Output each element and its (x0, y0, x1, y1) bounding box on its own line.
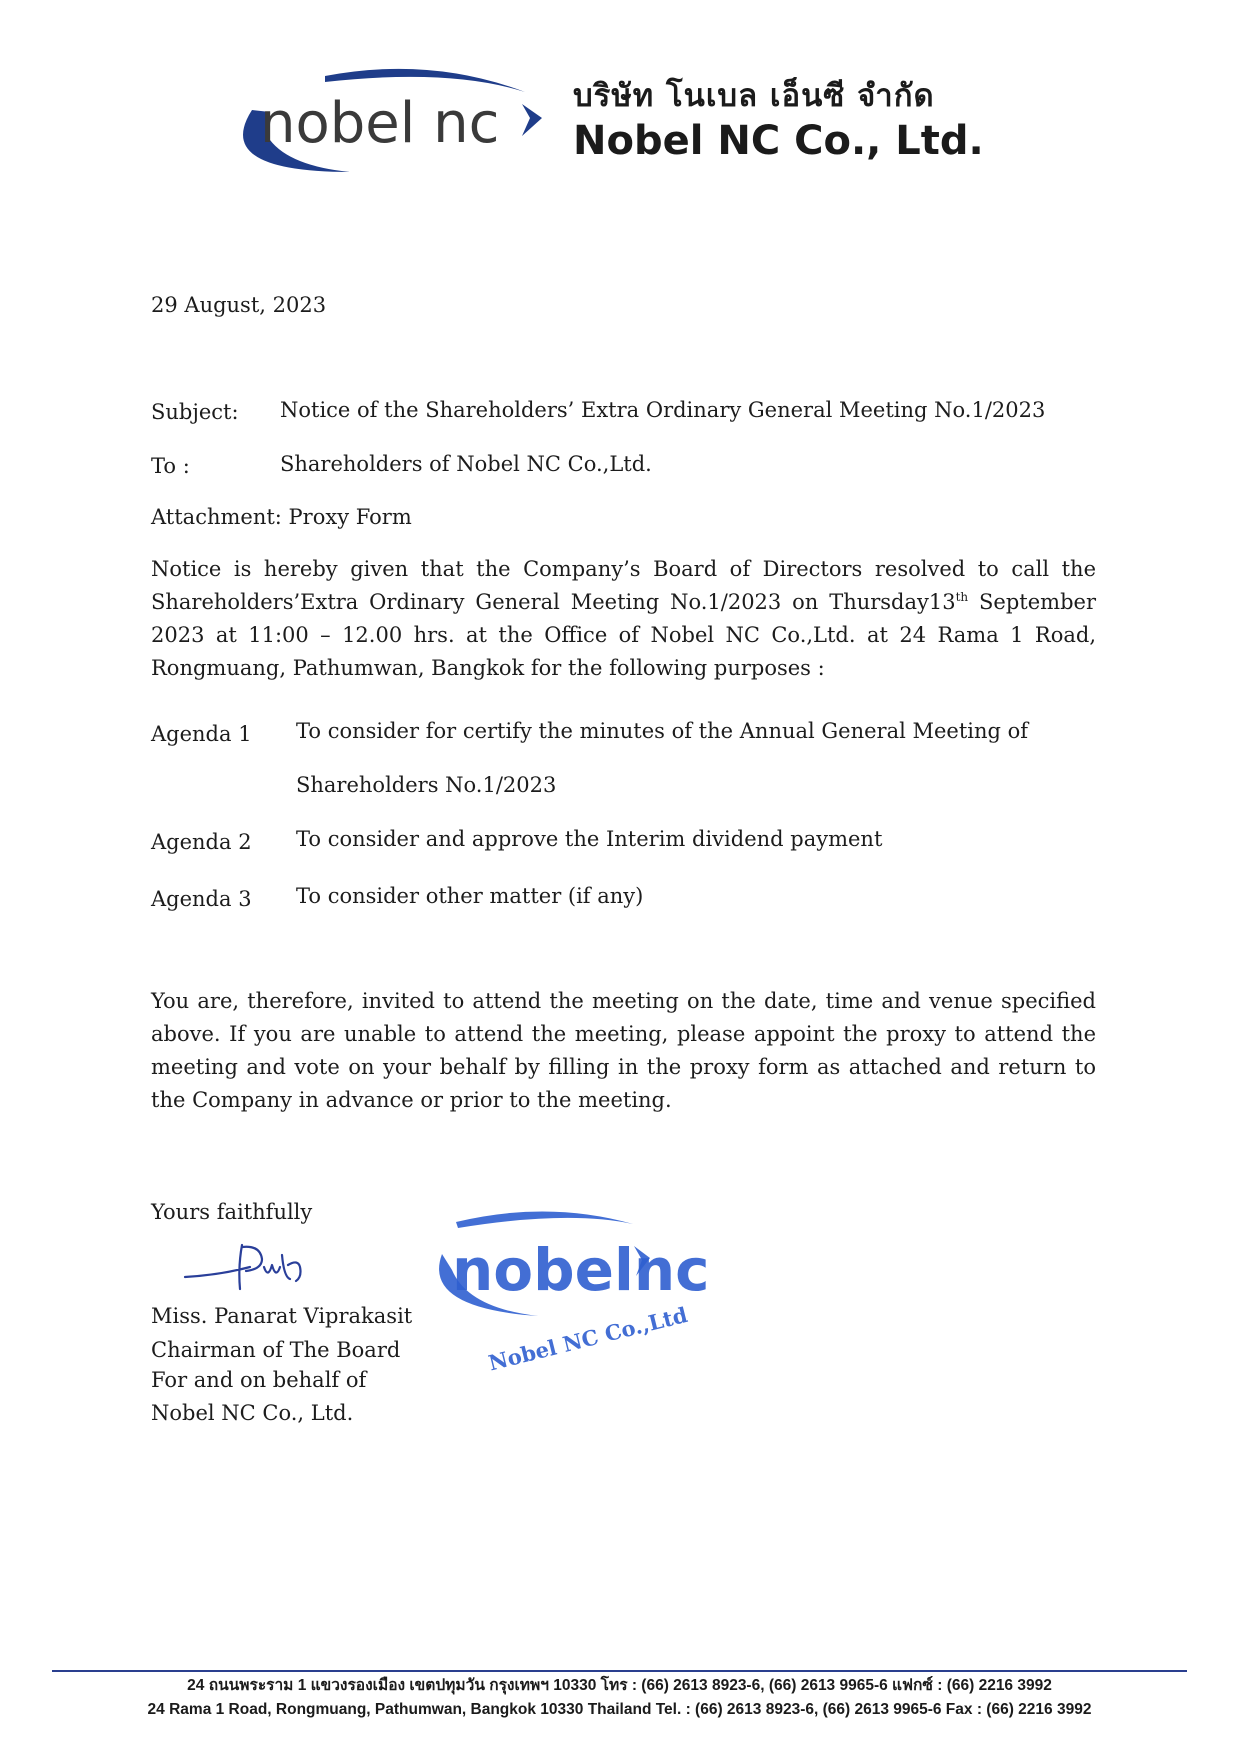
footer-divider (52, 1670, 1187, 1672)
footer-address-thai: 24 ถนนพระราม 1 แขวงรองเมือง เขตปทุมวัน กรุงเทพฯ 10330 โทร : (66) 2613 8923-6, (66) 2613 9965-6 แฟกซ์ : (66) 2216 3992 (187, 1677, 1052, 1694)
company-name-english: Nobel NC Co., Ltd. (573, 118, 984, 164)
agenda-1-label: Agenda 1 (151, 722, 252, 746)
to-text: Shareholders of Nobel NC Co.,Ltd. (280, 452, 652, 476)
company-name-block (573, 76, 984, 166)
notice-paragraph (151, 553, 1096, 685)
nobel-nc-logo (230, 62, 560, 187)
agenda-1-text: To consider for certify the minutes of the Annual General Meeting of (296, 719, 1029, 743)
attachment-line: Attachment: Proxy Form (151, 505, 412, 529)
notice-rest: September 2023 at 11:00 – 12.00 hrs. at the Office of Nobel NC Co.,Ltd. at 24 Rama 1 Road, Rongmuang, Pathumwan, Bangkok for the following purposes : (151, 590, 1096, 680)
agenda-3-text: To consider other matter (if any) (296, 884, 644, 908)
company-name-thai: บริษัท โนเบล เอ็นซี จำกัด (573, 78, 935, 114)
to-label: To : (151, 454, 190, 478)
notice-intro: Notice is hereby given that the Company’s Board of Directors resolved to call the Shareholders’Extra Ordinary General Meeting No.1/2023 on Thursday13 (151, 557, 1096, 614)
subject-text: Notice of the Shareholders’ Extra Ordinary General Meeting No.1/2023 (280, 398, 1046, 422)
svg-text:Nobel NC Co.,Ltd: Nobel NC Co.,Ltd (485, 1301, 690, 1376)
svg-text:nobelnc: nobelnc (452, 1236, 710, 1304)
signatory-title: Chairman of The Board (151, 1338, 401, 1362)
company-sign-line: Nobel NC Co., Ltd. (151, 1401, 354, 1425)
on-behalf-line: For and on behalf of (151, 1368, 367, 1392)
letter-date: 29 August, 2023 (151, 293, 327, 317)
closing-line: Yours faithfully (151, 1200, 313, 1224)
agenda-3-label: Agenda 3 (151, 887, 252, 911)
invitation-paragraph: You are, therefore, invited to attend the meeting on the date, time and venue specified above. If you are unable to attend the meeting, please appoint the proxy to attend the meeting and vote on your behalf by filling in the proxy form as attached and return to the Company in advance or prior to the meeting. (151, 989, 1096, 1112)
subject-label: Subject: (151, 400, 239, 424)
agenda-1-text-cont: Shareholders No.1/2023 (296, 773, 557, 797)
signatory-name: Miss. Panarat Viprakasit (151, 1304, 413, 1328)
handwritten-signature (180, 1237, 325, 1297)
footer-address-english: 24 Rama 1 Road, Rongmuang, Pathumwan, Bangkok 10330 Thailand Tel. : (66) 2613 8923-6, (66) 2613 9965-6 Fax : (66) 2216 3992 (147, 1701, 1092, 1718)
notice-superscript: th (955, 590, 969, 604)
company-stamp (428, 1204, 710, 1376)
agenda-2-text: To consider and approve the Interim dividend payment (296, 827, 883, 851)
svg-text:nobel nc: nobel nc (260, 91, 500, 156)
agenda-2-label: Agenda 2 (151, 830, 252, 854)
